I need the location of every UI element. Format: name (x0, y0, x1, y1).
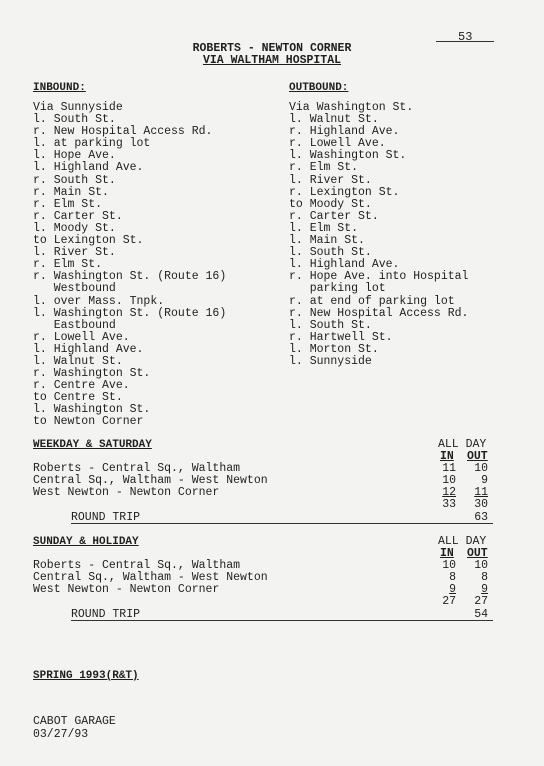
inbound-direction-line: l. Hope Ave. (33, 149, 116, 163)
outbound-direction-line: l. Walnut St. (289, 113, 379, 127)
inbound-direction-line: Via Sunnyside (33, 101, 123, 114)
inbound-direction-line: l. Highland Ave. (33, 342, 144, 356)
inbound-direction-line: r. Elm St. (33, 197, 103, 211)
outbound-direction-line: l. Highland Ave. (289, 258, 400, 272)
weekday-row-route: Roberts - Central Sq., Waltham (33, 462, 241, 475)
sunday-row-in: 9 (449, 583, 456, 596)
weekday-all-day-header: ALL DAY (438, 438, 487, 451)
sunday-round-trip-label: ROUND TRIP (71, 608, 141, 621)
document-date: 03/27/93 (33, 728, 89, 741)
weekday-row-in: 11 (442, 462, 456, 475)
weekday-row-out: 10 (474, 462, 488, 475)
inbound-direction-line: l. over Mass. Tnpk. (33, 294, 165, 308)
season-label: SPRING 1993(R&T) (33, 670, 139, 682)
sunday-row-route: Roberts - Central Sq., Waltham (33, 559, 241, 572)
outbound-direction-line: r. at end of parking lot (289, 294, 455, 308)
inbound-direction-line: l. Walnut St. (33, 354, 123, 368)
route-title: ROBERTS - NEWTON CORNER (192, 42, 352, 55)
inbound-direction-line: r. Elm St. (33, 258, 103, 272)
outbound-direction-line: Via Washington St. (289, 101, 414, 114)
weekday-total-out: 30 (474, 498, 488, 511)
weekday-row-route: Central Sq., Waltham - West Newton (33, 474, 268, 487)
sunday-round-trip-value: 54 (474, 608, 488, 621)
sunday-total-out: 27 (474, 595, 488, 608)
inbound-direction-line: r. South St. (33, 173, 116, 187)
outbound-direction-line: l. River St. (289, 173, 372, 187)
inbound-direction-line: l. Washington St. (Route 16) (33, 306, 227, 320)
weekday-in-header: IN (440, 450, 454, 463)
inbound-direction-line: l. at parking lot (33, 137, 151, 151)
outbound-heading: OUTBOUND: (289, 82, 349, 94)
outbound-direction-line: r. Elm St. (289, 161, 359, 175)
weekday-out-header: OUT (467, 450, 488, 463)
sunday-all-day-header: ALL DAY (438, 535, 487, 548)
inbound-direction-line: l. Highland Ave. (33, 161, 144, 175)
sunday-row-route: Central Sq., Waltham - West Newton (33, 571, 268, 584)
page-number: 53 (458, 30, 473, 44)
outbound-direction-line: l. Morton St. (289, 342, 379, 356)
outbound-direction-line: r. Highland Ave. (289, 125, 400, 139)
inbound-direction-line: Westbound (33, 282, 116, 296)
sunday-row-out: 9 (481, 583, 488, 596)
outbound-direction-line: l. Main St. (289, 234, 365, 248)
sunday-row-in: 10 (442, 559, 456, 572)
route-subtitle-text: VIA WALTHAM HOSPITAL (202, 54, 342, 67)
weekday-round-trip-rule (71, 523, 493, 524)
sunday-row-out: 10 (474, 559, 488, 572)
outbound-directions (289, 102, 468, 368)
inbound-direction-line: r. New Hospital Access Rd. (33, 125, 213, 139)
weekday-total-in: 33 (442, 498, 456, 511)
weekday-heading: WEEKDAY & SATURDAY (33, 439, 152, 451)
outbound-direction-line: l. Sunnyside (289, 354, 372, 368)
inbound-direction-line: to Centre St. (33, 391, 123, 405)
sunday-row-in: 8 (449, 571, 456, 584)
garage-name: CABOT GARAGE (33, 715, 116, 728)
weekday-row-in: 12 (442, 486, 456, 499)
outbound-direction-line: r. Lowell Ave. (289, 137, 386, 151)
outbound-direction-line: l. Elm St. (289, 221, 359, 235)
weekday-row-in: 10 (442, 474, 456, 487)
inbound-direction-line: r. Lowell Ave. (33, 330, 130, 344)
inbound-direction-line: Eastbound (33, 318, 116, 332)
sunday-total-in: 27 (442, 595, 456, 608)
outbound-direction-line: to Moody St. (289, 197, 372, 211)
inbound-direction-line: l. Moody St. (33, 221, 116, 235)
route-subtitle (0, 54, 544, 67)
inbound-direction-line: r. Carter St. (33, 209, 123, 223)
inbound-direction-line: r. Washington St. (33, 367, 151, 381)
inbound-direction-line: l. River St. (33, 246, 116, 260)
outbound-direction-line: l. South St. (289, 318, 372, 332)
outbound-direction-line: r. New Hospital Access Rd. (289, 306, 469, 320)
sunday-row-route: West Newton - Newton Corner (33, 583, 220, 596)
outbound-direction-line: l. South St. (289, 246, 372, 260)
weekday-row-out: 9 (481, 474, 488, 487)
sunday-round-trip-rule (71, 620, 493, 621)
outbound-direction-line: r. Hartwell St. (289, 330, 393, 344)
weekday-round-trip-value: 63 (474, 511, 488, 524)
sunday-out-header: OUT (467, 547, 488, 560)
weekday-row-route: West Newton - Newton Corner (33, 486, 220, 499)
weekday-row-out: 11 (474, 486, 488, 499)
inbound-direction-line: l. Washington St. (33, 403, 151, 417)
inbound-direction-line: r. Washington St. (Route 16) (33, 270, 227, 284)
outbound-direction-line: r. Carter St. (289, 209, 379, 223)
inbound-direction-line: to Lexington St. (33, 234, 144, 248)
inbound-direction-line: to Newton Corner (33, 415, 144, 429)
inbound-direction-line: l. South St. (33, 113, 116, 127)
sunday-in-header: IN (440, 547, 454, 560)
weekday-round-trip-label: ROUND TRIP (71, 511, 141, 524)
outbound-direction-line: r. Hope Ave. into Hospital (289, 270, 469, 284)
outbound-direction-line: r. Lexington St. (289, 185, 400, 199)
outbound-direction-line: l. Washington St. (289, 149, 407, 163)
sunday-heading: SUNDAY & HOLIDAY (33, 536, 139, 548)
inbound-directions (33, 102, 226, 429)
inbound-direction-line: r. Main St. (33, 185, 109, 199)
outbound-direction-line: parking lot (289, 282, 386, 296)
sunday-row-out: 8 (481, 571, 488, 584)
inbound-direction-line: r. Centre Ave. (33, 379, 130, 393)
inbound-heading: INBOUND: (33, 82, 86, 94)
